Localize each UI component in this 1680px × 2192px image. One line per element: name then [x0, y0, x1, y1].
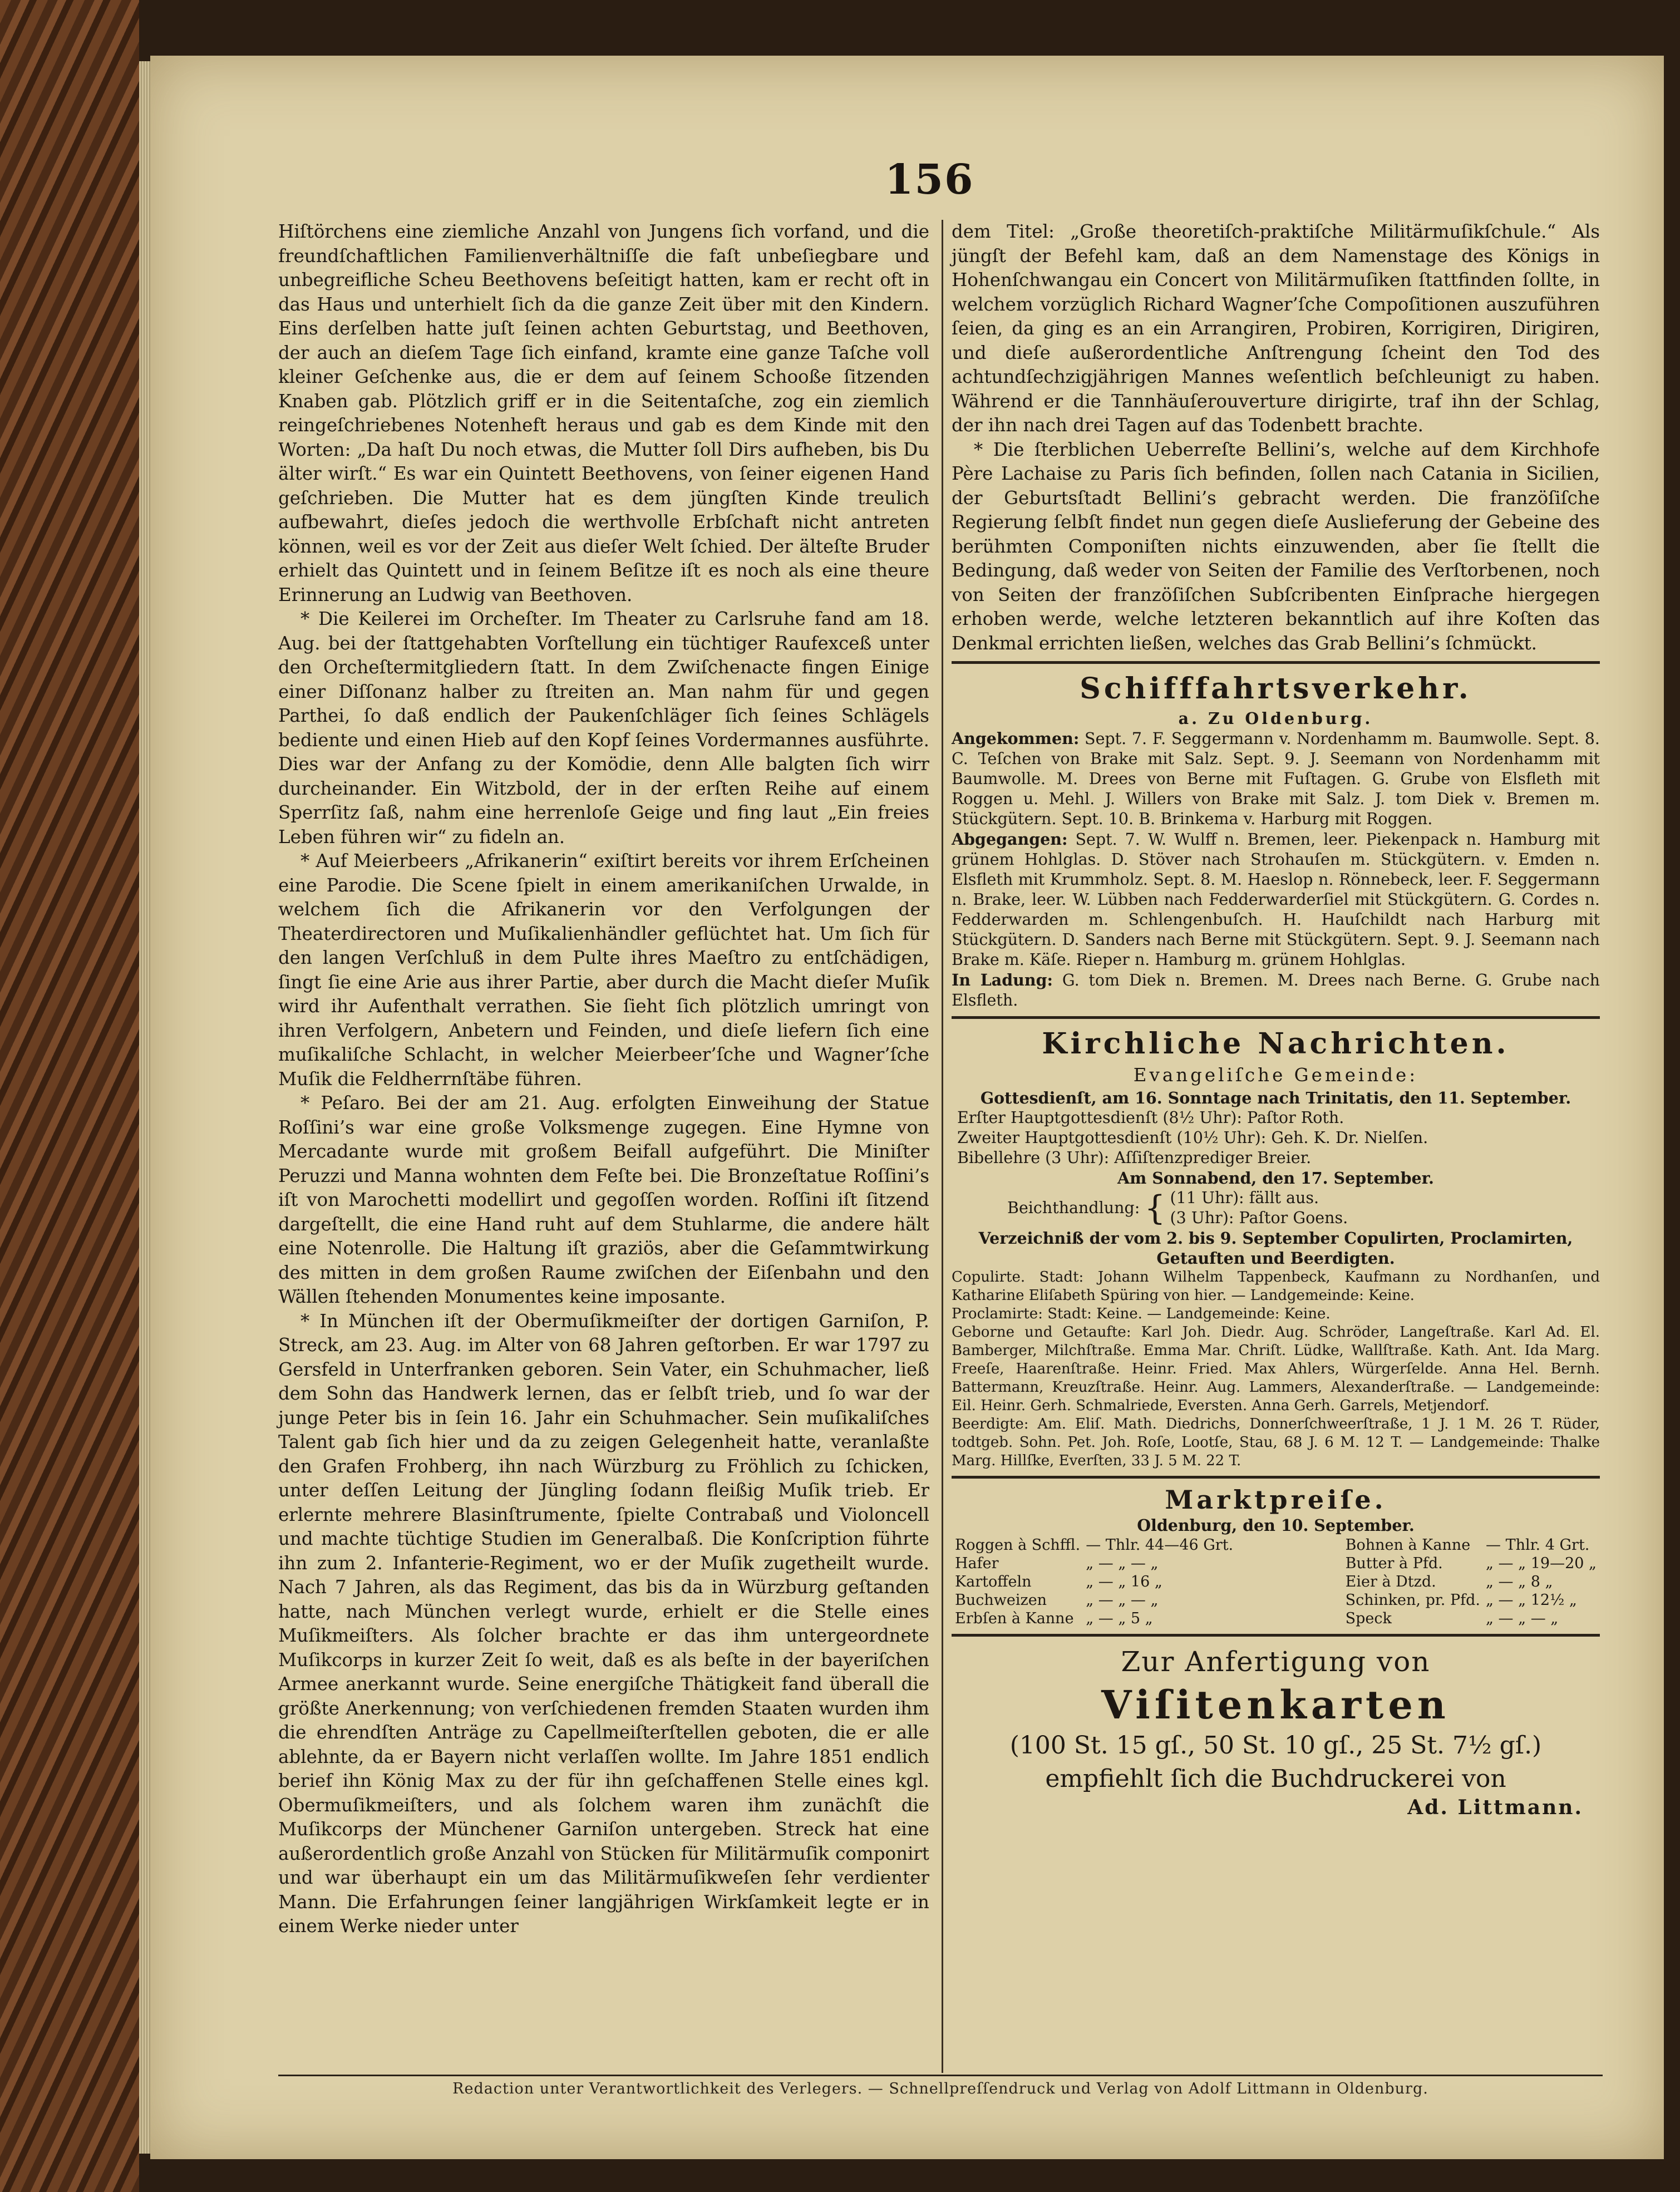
- register-getaufte: Geborne und Getaufte: Karl Joh. Diedr. Aug. Schröder, Langeſtraße. Karl Ad. El. Bamberger, Milchſtraße. Emma Mar. Chriſt. Lüdke, Wallſtraße. Kath. Ant. Ida Marg. Freeſe, Haarenſtraße. Heinr. Fried. Max Ahlers, Würgerſelde. Anna Hel. Bernh. Battermann, Kreuzſtraße. Heinr. Aug. Lammers, Alexanderſtraße. — Landgemeinde: Eil. Heinr. Gerh. Schmalriede, Eversten. Anna Gerh. Garrels, Metjendorf.: [952, 1323, 1600, 1414]
- service-list: [952, 1108, 1600, 1168]
- saturday-heading: Am Sonnabend, den 17. September.: [1117, 1168, 1434, 1188]
- section-rule: [952, 1016, 1600, 1019]
- column-divider: [942, 220, 943, 2073]
- ad-line-4: empfiehlt ſich die Buchdruckerei von: [1045, 1764, 1506, 1793]
- table-row: Roggen à Schffl. — Thlr. 44—46 Grt.: [955, 1536, 1234, 1554]
- departed-text: Sept. 7. W. Wulff n. Bremen, leer. Piekenpack n. Hamburg mit grünem Hohlglas. D. Stöver nach Strohauſen m. Stückgütern. v. Emden n. Elsfleth mit Krummholz. Sept. 8. M. Haeslop n. Rönnebeck, leer. F. Seggermann n. Brake, leer. W. Lübben nach Fedderwarderſiel mit Stückgütern. G. Cordes n. Fedderwarden m. Schlengenbuſch. H. Hauſchildt nach Harburg mit Stückgütern. D. Sanders nach Berne mit Stückgütern. Sept. 9. J. Seemann nach Brake m. Käſe. Rieper n. Hamburg m. grünem Hohlglas.: [952, 830, 1600, 969]
- table-row: Speck „ — „ — „: [1345, 1609, 1559, 1627]
- church-subtitle: Evangeliſche Gemeinde:: [1133, 1065, 1418, 1086]
- article-paragraph: * Die ſterblichen Ueberreſte Bellini’s, welche auf dem Kirchhofe Père Lachaise zu Paris ſich befinden, ſollen nach Catania in Sicilien, der Geburtsſtadt Bellini’s gebracht werden. Die franzöſiſche Regierung ſelbſt findet nun gegen dieſe Auslieferung der Gebeine des berühmten Componiſten nichts einzuwenden, aber ſie ſtellt die Bedingung, daß weder von Seiten der Familie des Verſtorbenen, noch von Seiten der franzöſiſchen Subſcribenten Einſprache hiergegen erhoben werde, welche letzteren bekanntlich auf ihre Koſten das Denkmal errichten ließen, welches das Grab Bellini’s ſchmückt.: [952, 439, 1600, 654]
- ad-line-1: Zur Anfertigung von: [1121, 1645, 1431, 1678]
- left-column: [278, 220, 929, 1939]
- shipping-title: Schifffahrtsverkehr.: [1080, 672, 1472, 706]
- loading-text: G. tom Diek n. Bremen. M. Drees nach Berne. G. Grube nach Elsfleth.: [952, 971, 1600, 1009]
- article-paragraph: * Peſaro. Bei der am 21. Aug. erfolgten Einweihung der Statue Roſſini’s war eine große Volksmenge zugegen. Eine Hymne von Mercadante wurde mit großem Beifall aufgeführt. Die Miniſter Peruzzi und Manna wohnten dem Feſte bei. Die Bronzeſtatue Roſſini’s iſt von Marochetti modellirt und gegoſſen worden. Roſſini iſt ſitzend dargeſtellt, die eine Hand ruht auf dem Stuhlarme, die andere hält eine Notenrolle. Die Haltung iſt graziös, aber die Geſammtwirkung des mitten in dem großen Raume zwiſchen der Eiſenbahn und den Wällen ſtehenden Monumentes keine imposante.: [278, 1092, 929, 1307]
- register-copulirte: Copulirte. Stadt: Johann Wilhelm Tappenbeck, Kaufmann zu Nordhanſen, und Katharine Eliſabeth Spüring von hier. — Landgemeinde: Keine.: [952, 1268, 1600, 1304]
- confession: Beichthandlung: { (11 Uhr): fällt aus. (3 Uhr): Paſtor Goens.: [1007, 1188, 1348, 1228]
- service-heading: Gottesdienſt, am 16. Sonntage nach Trinitatis, den 11. September.: [980, 1088, 1571, 1107]
- market-title: Marktpreiſe.: [1165, 1484, 1387, 1515]
- table-row: Kartoffeln „ — „ 16 „: [955, 1573, 1162, 1590]
- article-paragraph: * In München iſt der Obermuſikmeiſter der dortigen Garniſon, P. Streck, am 23. Aug. im Alter von 68 Jahren geſtorben. Er war 1797 zu Gersfeld in Unterfranken geboren. Sein Vater, ein Schuhmacher, ließ dem Sohn das Handwerk lernen, das er ſelbſt trieb, und ſo war der junge Peter bis in ſein 16. Jahr ein Schuhmacher. Sein muſikaliſches Talent gab ſich hier und da zu zeigen Gelegenheit hatte, veranlaßte den Grafen Frohberg, ihn nach Würzburg zu Fröhlich zu ſchicken, unter deſſen Leitung der Jüngling ſodann fleißig Muſik trieb. Er erlernte mehrere Blasinſtrumente, ſpielte Contrabaß und Violoncell und machte tüchtige Studien im Generalbaß. Die Konſcription führte ihn zum 2. Infanterie-Regiment, wo er der Muſik zugetheilt wurde. Nach 7 Jahren, als das Regiment, das bis da in Würzburg geſtanden hatte, nach München verlegt wurde, erhielt er die Stelle eines Muſikmeiſters. Als ſolcher brachte er das ihm untergeordnete Muſikcorps in kurzer Zeit ſo weit, daß es als beſte in der bayeriſchen Armee anerkannt wurde. Seine energiſche Thätigkeit fand überall die größte Anerkennung; von verſchiedenen fremden Staaten wurden ihm die ehrendſten Anträge zu Capellmeiſterſtellen geboten, die er alle ablehnte, da er Bayern nicht verlaſſen wollte. Im Jahre 1851 endlich berief ihn König Max zu der für ihn geſchaffenen Stelle eines kgl. Obermuſikmeiſters, und als ſolchem waren ihm zunächſt die Muſikcorps der Münchener Garniſon untergeben. Streck hat eine außerordentlich große Anzahl von Stücken für Militärmuſik componirt und war überhaupt ein um das Militärmuſikweſen ſehr verdienter Mann. Die Erfahrungen ſeiner langjährigen Wirkſamkeit legte er in einem Werke nieder unter: [278, 1310, 929, 1937]
- shipping-departed: [952, 829, 1600, 970]
- article-paragraph: * Auf Meierbeers „Afrikanerin“ exiſtirt bereits vor ihrem Erſcheinen eine Parodie. Die Scene ſpielt in einem amerikaniſchen Urwalde, in welchem ſich die Afrikanerin vor den Verfolgungen der Theaterdirectoren und Muſikalienhändler geflüchtet hat. Um ſich für den langen Verſchluß in dem Pulte ihres Maeſtro zu entſchädigen, ſingt ſie eine Arie aus ihrer Partie, aber durch die Macht dieſer Muſik wird ihr Aufenthalt verrathen. Sie ſieht ſich plötzlich umringt von ihren Verfolgern, Anbetern und Feinden, und dieſe liefern ſich eine muſikaliſche Schlacht, in welcher Meierbeer’ſche und Wagner’ſche Muſik die Feldherrnſtäbe führen.: [278, 850, 929, 1090]
- register-beerdigte: Beerdigte: Am. Eliſ. Math. Diedrichs, Donnerſchweerſtraße, 1 J. 1 M. 26 T. Rüder, todtgeb. Sohn. Pet. Joh. Roſe, Lootſe, Stau, 68 J. 6 M. 12 T. — Landgemeinde: Thalke Marg. Hillſke, Everſten, 33 J. 5 M. 22 T.: [952, 1415, 1600, 1469]
- market-table: [952, 1535, 1600, 1628]
- article-paragraph: Hiſtörchens eine ziemliche Anzahl von Jungens ſich vorfand, und die freundſchaftlichen Familienverhältniſſe die faſt unbeſiegbare und unbegreifliche Scheu Beethovens beſeitigt hatten, kam er recht oft in das Haus und unterhielt ſich da die ganze Zeit über mit den Kindern. Eins derſelben hatte juſt ſeinen achten Geburtstag, und Beethoven, der auch an dieſem Tage ſich einfand, kramte eine ganze Taſche voll kleiner Geſchenke aus, die er dem auf ſeinem Schooße ſitzenden Knaben gab. Plötzlich griff er in die Seitentaſche, zog ein ziemlich reingeſchriebenes Notenheft heraus und gab es dem Kinde mit den Worten: „Da haſt Du noch etwas, die Mutter ſoll Dirs aufheben, bis Du älter wirſt.“ Es war ein Quintett Beethovens, von ſeiner eigenen Hand geſchrieben. Die Mutter hat es dem jüngſten Kinde treulich aufbewahrt, dieſes jedoch die werthvolle Erbſchaft nicht antreten können, weil es vor der Zeit aus dieſer Welt ſchied. Der älteſte Bruder erhielt das Quintett und in ſeinem Beſitze iſt es noch als eine theure Erinnerung an Ludwig van Beethoven.: [278, 221, 929, 605]
- register-proclamirte: Proclamirte: Stadt: Keine. — Landgemeinde: Keine.: [952, 1305, 1331, 1322]
- table-row: Buchweizen „ — „ — „: [955, 1591, 1159, 1609]
- ad-signature: Ad. Littmann.: [1407, 1795, 1583, 1819]
- service-item: Bibellehre (3 Uhr): Aſſiſtenzprediger Breier.: [957, 1148, 1312, 1167]
- arrived-text: Sept. 7. F. Seggermann v. Nordenhamm m. Baumwolle. Sept. 8. C. Teſchen von Brake mit Salz. Sept. 9. J. Seemann von Nordenhamm mit Baumwolle. M. Drees von Berne mit Fuſtagen. G. Grube von Elsfleth mit Roggen u. Mehl. J. Willers von Brake mit Salz. J. tom Diek v. Bremen m. Stückgütern. Sept. 10. B. Brinkema v. Harburg mit Roggen.: [952, 730, 1600, 828]
- service-item: Erſter Hauptgottesdienſt (8½ Uhr): Paſtor Roth.: [957, 1108, 1344, 1127]
- market-subtitle: Oldenburg, den 10. September.: [1137, 1515, 1415, 1535]
- market-table-right: [1342, 1535, 1600, 1628]
- advertisement: [952, 1642, 1600, 1820]
- confession-1: (11 Uhr): fällt aus.: [1170, 1188, 1319, 1207]
- section-rule: [952, 661, 1600, 664]
- footer-rule: [278, 2075, 1603, 2076]
- loading-label: In Ladung:: [952, 971, 1053, 989]
- section-rule: [952, 1634, 1600, 1637]
- service-item: Zweiter Hauptgottesdienſt (10½ Uhr): Geh. K. Dr. Nielſen.: [957, 1128, 1428, 1147]
- shipping-loading: [952, 970, 1600, 1011]
- table-row: Bohnen à Kanne — Thlr. 4 Grt.: [1345, 1536, 1590, 1554]
- table-row: Erbſen à Kanne „ — „ 5 „: [955, 1609, 1153, 1627]
- table-row: Eier à Dtzd. „ — „ 8 „: [1345, 1573, 1553, 1590]
- arrived-label: Angekommen:: [952, 729, 1080, 748]
- register-heading: Verzeichniß der vom 2. bis 9. September Copulirten, Proclamirten, Getauften und Beerdigten.: [978, 1228, 1573, 1268]
- ad-line-3: (100 St. 15 gſ., 50 St. 10 gſ., 25 St. 7½ gſ.): [1009, 1731, 1542, 1760]
- market-table-left: [952, 1535, 1236, 1628]
- imprint-footer: Redaction unter Verantwortlichkeit des Verlegers. — Schnellpreſſendruck und Verlag von Adolf Littmann in Oldenburg.: [452, 2080, 1428, 2097]
- departed-label: Abgegangen:: [952, 830, 1068, 849]
- table-row: Hafer „ — „ — „: [955, 1554, 1159, 1572]
- ad-line-2: Viſitenkarten: [1101, 1681, 1450, 1728]
- page-number: 156: [885, 156, 974, 204]
- church-title: Kirchliche Nachrichten.: [1042, 1027, 1510, 1061]
- shipping-subtitle: a. Zu Oldenburg.: [1178, 709, 1373, 728]
- confession-2: (3 Uhr): Paſtor Goens.: [1170, 1208, 1348, 1227]
- book-binding: [0, 0, 139, 2192]
- shipping-arrived: [952, 728, 1600, 829]
- table-row: Schinken, pr. Pfd. „ — „ 12½ „: [1345, 1591, 1577, 1609]
- right-column: [952, 220, 1600, 1820]
- table-row: Butter à Pfd. „ — „ 19—20 „: [1345, 1554, 1597, 1572]
- section-rule: [952, 1476, 1600, 1479]
- confession-label: Beichthandlung:: [1007, 1198, 1140, 1217]
- article-paragraph: * Die Keilerei im Orcheſter. Im Theater zu Carlsruhe fand am 18. Aug. bei der ſtattgehabten Vorſtellung ein tüchtiger Raufexceß unter den Orcheſtermitgliedern ſtatt. In dem Zwiſchenacte fingen Einige einer Diſſonanz halber zu ſtreiten an. Man nahm für und gegen Parthei, ſo daß endlich der Paukenſchläger ſich ſeines Schlägels bediente und einen Hieb auf den Kopf ſeines Vordermannes ausführte. Dies war der Anfang zu der Komödie, denn Alle balgten ſich wirr durcheinander. Ein Witzbold, der in der erſten Reihe auf einem Sperrſitz ſaß, nahm eine herrenloſe Geige und fing laut „Ein freies Leben führen wir“ zu fideln an.: [278, 608, 929, 848]
- article-paragraph: dem Titel: „Große theoretiſch-praktiſche Militärmuſikſchule.“ Als jüngſt der Befehl kam, daß an dem Namenstage des Königs in Hohenſchwangau ein Concert von Militärmuſiken ſtattfinden ſollte, in welchem vorzüglich Richard Wagner’ſche Compoſitionen auszuführen ſeien, da ging es an ein Arrangiren, Probiren, Korrigiren, Dirigiren, und dieſe außerordentliche Anſtrengung ſcheint den Tod des achtundſechzigjährigen Mannes weſentlich beſchleunigt zu haben. Während er die Tannhäuſerouverture dirigirte, traf ihn der Schlag, der ihn nach drei Tagen auf das Todenbett brachte.: [952, 221, 1600, 436]
